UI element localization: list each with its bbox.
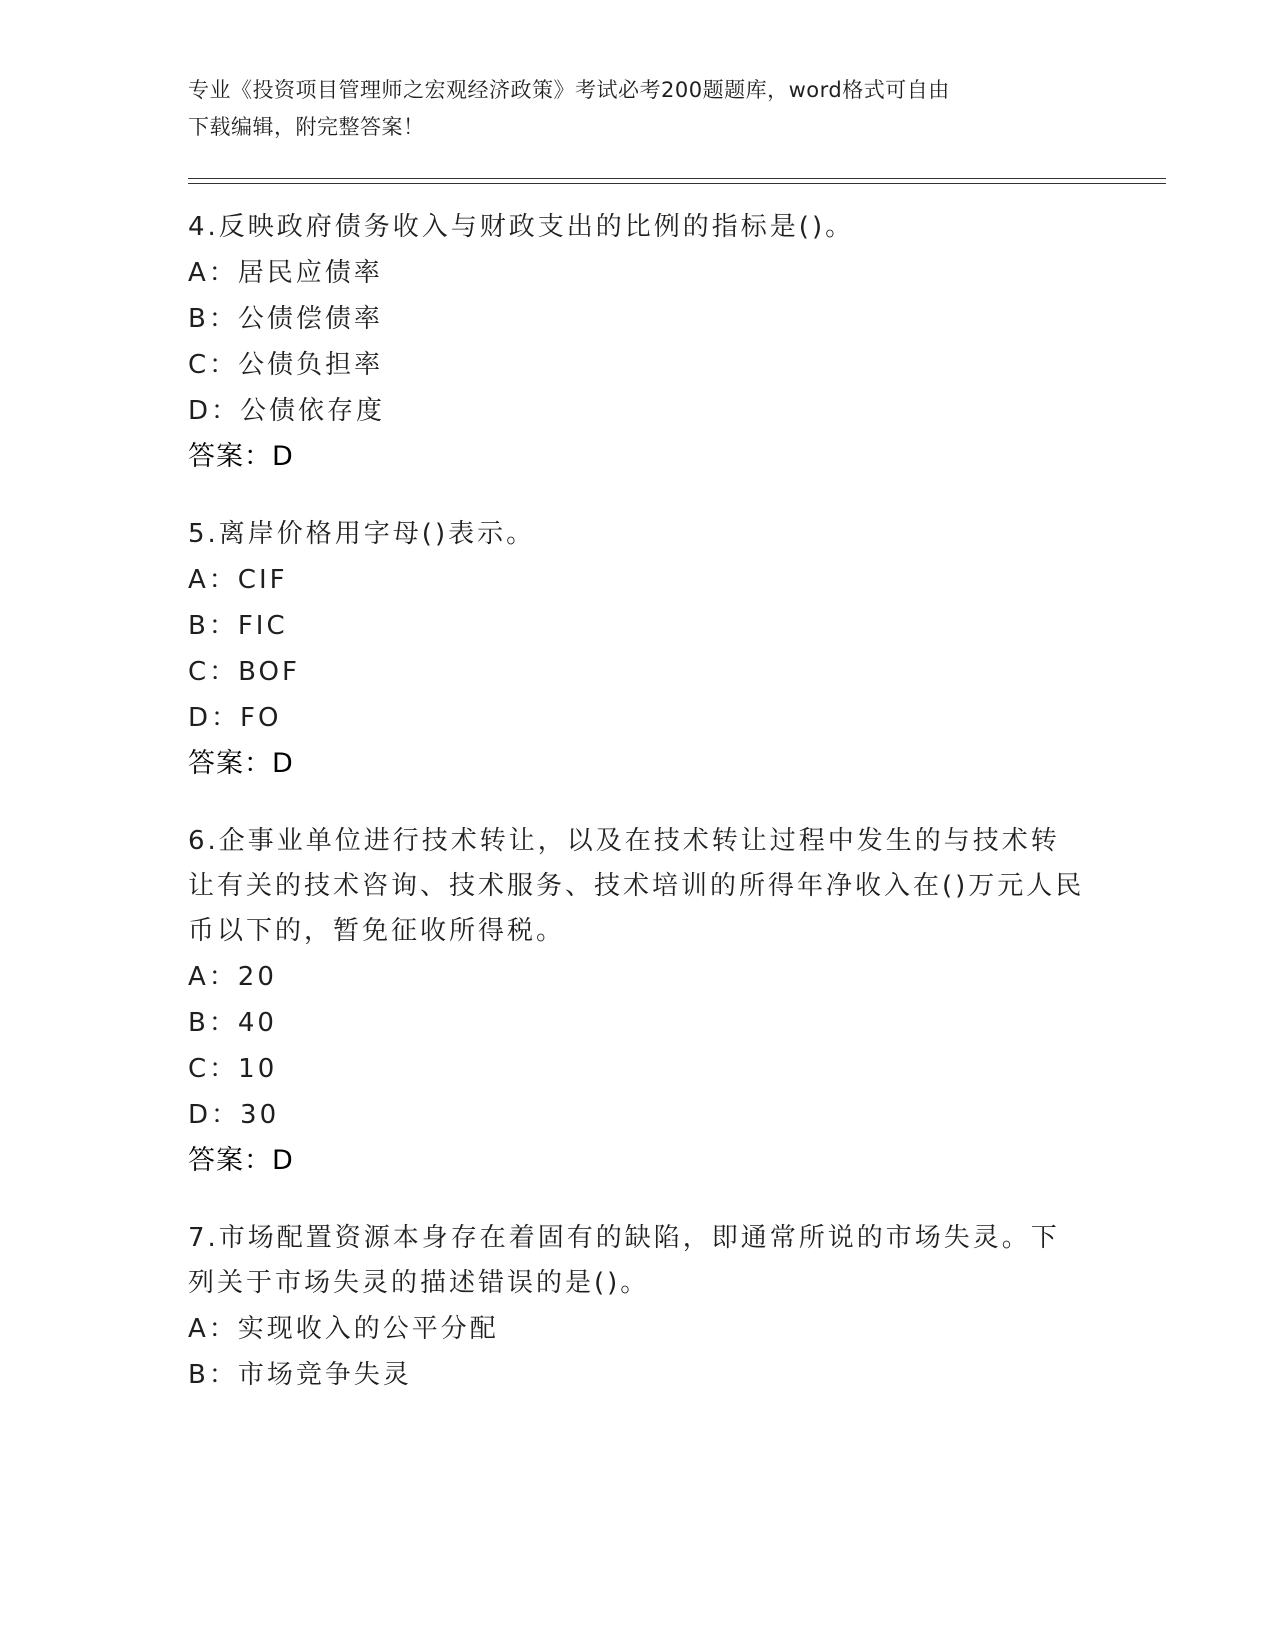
question-6 [188,819,1088,1184]
header-line-2: 下载编辑，附完整答案！ [188,115,425,139]
question-stem: 5.离岸价格用字母()表示。 [188,519,536,549]
header-line-1: 专业《投资项目管理师之宏观经济政策》考试必考200题题库，word格式可自由 [188,78,950,102]
option-c: C：10 [188,1054,278,1084]
option-d: D：公债依存度 [188,396,386,426]
option-a: A：居民应债率 [188,258,383,288]
question-stem: 6.企事业单位进行技术转让，以及在技术转让过程中发生的与技术转让有关的技术咨询、技术服务、技术培训的所得年净收入在()万元人民币以下的，暂免征收所得税。 [188,826,1085,946]
question-4 [188,205,1088,480]
question-5 [188,512,1088,787]
document-header [188,72,1088,146]
question-7 [188,1216,1088,1398]
question-stem: 7.市场配置资源本身存在着固有的缺陷，即通常所说的市场失灵。下列关于市场失灵的描述错误的是()。 [188,1223,1060,1298]
option-b: B：40 [188,1008,277,1038]
option-c: C：公债负担率 [188,350,384,380]
option-d: D：FO [188,703,282,733]
answer: 答案：D [188,441,294,472]
option-a: A：实现收入的公平分配 [188,1314,499,1344]
answer: 答案：D [188,1145,294,1176]
option-d: D：30 [188,1100,280,1130]
header-divider-bottom [188,183,1166,184]
option-b: B：FIC [188,611,288,641]
option-c: C：BOF [188,657,300,687]
question-stem: 4.反映政府债务收入与财政支出的比例的指标是()。 [188,212,855,242]
option-a: A：20 [188,962,277,992]
option-a: A：CIF [188,565,288,595]
header-divider-top [188,178,1166,179]
option-b: B：市场竞争失灵 [188,1360,412,1390]
question-list [188,205,1088,1430]
answer: 答案：D [188,748,294,779]
option-b: B：公债偿债率 [188,304,383,334]
